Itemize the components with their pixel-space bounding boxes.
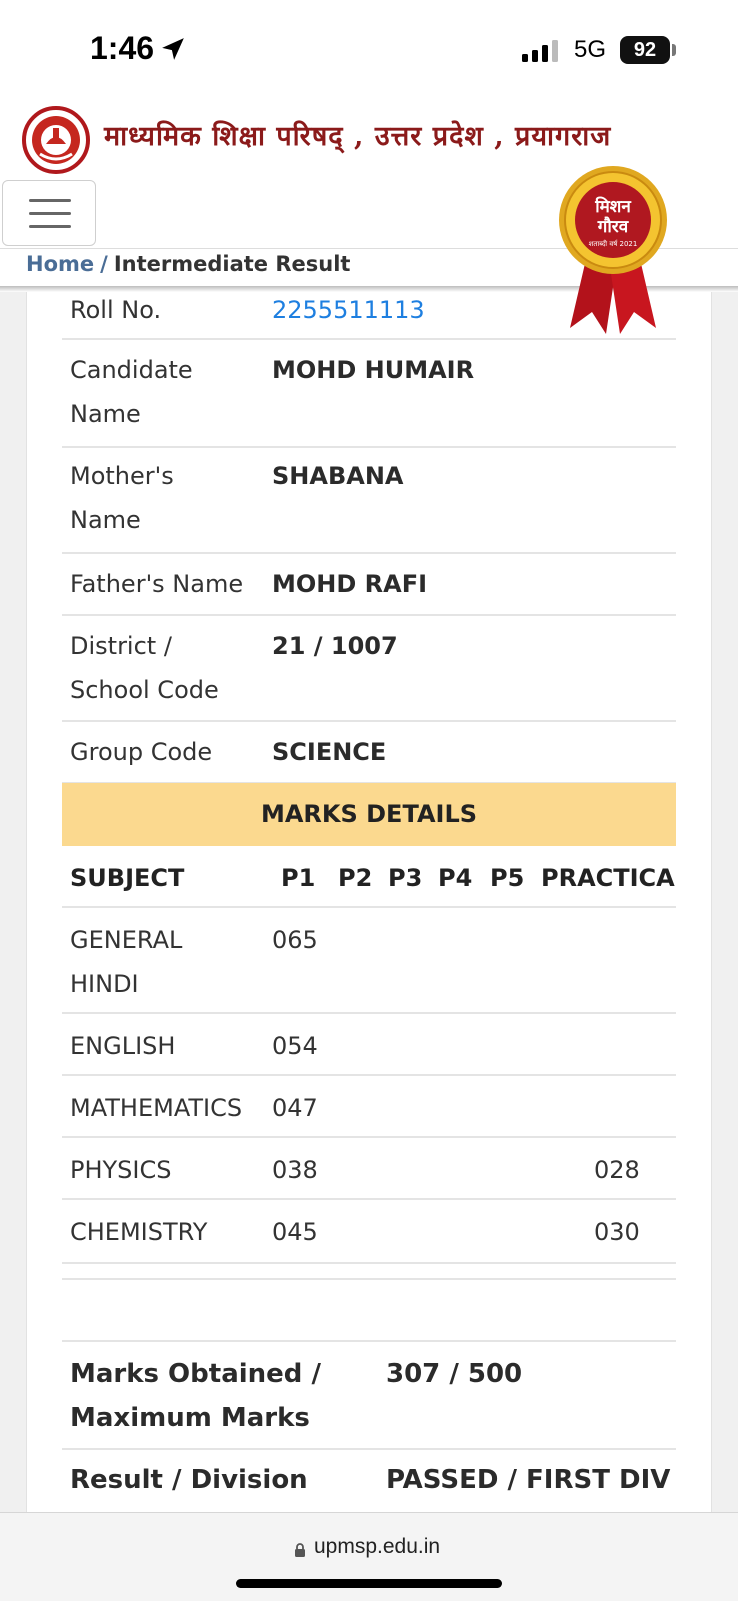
result-division-label: Result / Division	[70, 1465, 308, 1495]
mother-name-label	[70, 454, 174, 542]
breadcrumb-home-link[interactable]: Home	[26, 252, 95, 276]
marks-obtained-label-line2: Maximum Marks	[70, 1403, 310, 1433]
cellular-signal-icon	[522, 40, 560, 62]
candidate-name-label-line2: Name	[70, 400, 141, 428]
home-indicator[interactable]	[236, 1579, 502, 1588]
breadcrumb-separator: /	[100, 252, 108, 276]
subject-name	[70, 918, 182, 1006]
marks-obtained-label	[70, 1352, 321, 1440]
father-name-label: Father's Name	[70, 570, 244, 598]
status-time: 1:46	[90, 30, 155, 66]
district-label	[70, 624, 219, 712]
hamburger-icon-bar	[29, 225, 71, 228]
col-p4: P4	[438, 864, 473, 892]
mark-practical: 028	[594, 1156, 640, 1184]
result-division-value: PASSED / FIRST DIV	[386, 1465, 671, 1495]
mother-name-value: SHABANA	[272, 462, 404, 490]
mark-p1: 045	[272, 1218, 318, 1246]
table-row-divider	[62, 1012, 676, 1014]
mark-p1: 047	[272, 1094, 318, 1122]
battery-tip	[672, 44, 676, 56]
district-value: 21 / 1007	[272, 632, 398, 660]
candidate-name-label-line1: Candidate	[70, 356, 193, 384]
table-row-divider	[62, 1262, 676, 1264]
marks-header-divider	[62, 906, 676, 908]
roll-label: Roll No.	[70, 296, 162, 324]
hamburger-icon-bar	[29, 199, 71, 202]
subject-name: MATHEMATICS	[70, 1094, 243, 1122]
summary-divider	[62, 1448, 676, 1450]
breadcrumb	[26, 252, 350, 276]
marks-obtained-label-line1: Marks Obtained /	[70, 1359, 321, 1389]
mark-p1: 054	[272, 1032, 318, 1060]
roll-number-link[interactable]: 2255511113	[272, 296, 425, 324]
subject-name: CHEMISTRY	[70, 1218, 208, 1246]
table-row-divider	[62, 1074, 676, 1076]
browser-bottom-bar	[0, 1512, 738, 1601]
location-arrow-icon	[160, 36, 186, 62]
col-subject: SUBJECT	[70, 864, 185, 892]
hamburger-icon-bar	[29, 212, 71, 215]
table-empty-divider	[62, 1278, 676, 1280]
badge-text-3: शताब्दी वर्ष 2021	[588, 240, 638, 248]
col-p1: P1	[281, 864, 316, 892]
table-empty-divider	[62, 1340, 676, 1342]
address-bar-url[interactable]: upmsp.edu.in	[314, 1535, 441, 1558]
col-p3: P3	[388, 864, 423, 892]
mother-name-label-line2: Name	[70, 506, 141, 534]
district-label-line1: District /	[70, 632, 172, 660]
mission-gaurav-badge-icon	[556, 162, 670, 342]
table-row-divider	[62, 1198, 676, 1200]
mother-name-label-line1: Mother's	[70, 462, 174, 490]
subject-name-line2: HINDI	[70, 970, 139, 998]
group-code-label: Group Code	[70, 738, 213, 766]
district-row	[62, 616, 676, 722]
group-code-row	[62, 722, 676, 784]
group-code-value: SCIENCE	[272, 738, 387, 766]
candidate-name-label	[70, 348, 193, 436]
mark-p1: 065	[272, 926, 318, 954]
menu-toggle-button[interactable]	[2, 180, 96, 246]
col-p2: P2	[338, 864, 373, 892]
candidate-name-row	[62, 340, 676, 448]
breadcrumb-current: Intermediate Result	[113, 252, 351, 276]
marks-details-heading: MARKS DETAILS	[62, 783, 676, 846]
mother-name-row	[62, 448, 676, 554]
network-type: 5G	[574, 36, 607, 63]
badge-text-1: मिशन	[595, 197, 631, 217]
lock-icon	[294, 1543, 306, 1557]
mark-p1: 038	[272, 1156, 318, 1184]
col-practical: PRACTICA	[541, 864, 675, 892]
candidate-name-value: MOHD HUMAIR	[272, 356, 475, 384]
father-name-row	[62, 554, 676, 616]
col-practical-clip	[541, 856, 677, 900]
table-row-divider	[62, 1136, 676, 1138]
subject-name: PHYSICS	[70, 1156, 172, 1184]
subject-name: ENGLISH	[70, 1032, 176, 1060]
battery-icon: 92	[620, 36, 670, 64]
col-p5: P5	[490, 864, 525, 892]
header-title: माध्यमिक शिक्षा परिषद् , उत्तर प्रदेश , प्रयागराज	[104, 121, 612, 152]
mark-practical: 030	[594, 1218, 640, 1246]
subject-name-line1: GENERAL	[70, 926, 183, 954]
status-bar	[0, 0, 738, 100]
district-label-line2: School Code	[70, 676, 219, 704]
upmsp-logo-icon[interactable]	[22, 106, 90, 174]
marks-obtained-value: 307 / 500	[386, 1359, 523, 1389]
father-name-value: MOHD RAFI	[272, 570, 428, 598]
badge-text-2: गौरव	[597, 217, 629, 237]
